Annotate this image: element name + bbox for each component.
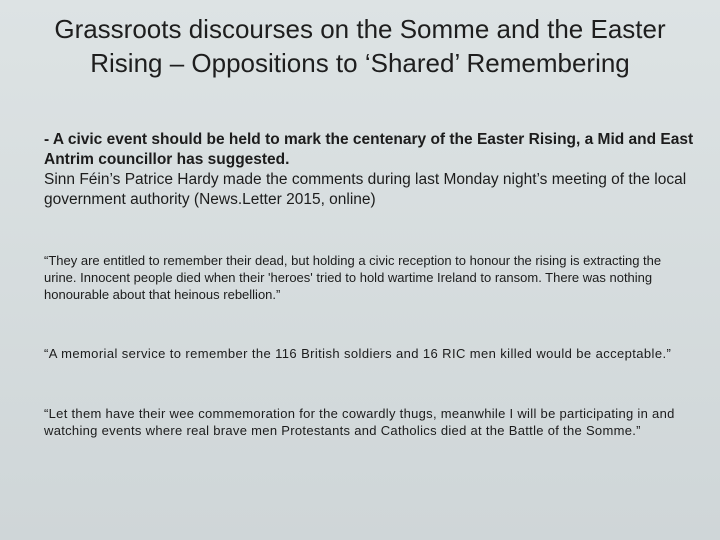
slide-title: Grassroots discourses on the Somme and the Easter Rising – Oppositions to ‘Shared’ Remembering: [54, 14, 666, 78]
quote-1: “They are entitled to remember their dead, but holding a civic reception to honour the rising is extracting the urine. Innocent people died when their 'heroes' tried to hold wartime Ireland to ransom. There was nothing honourable about that heinous rebellion.”: [44, 253, 662, 302]
quote-2: “A memorial service to remember the 116 British soldiers and 16 RIC men killed would be acceptable.”: [44, 346, 672, 361]
quote-3: “Let them have their wee commemoration for the cowardly thugs, meanwhile I will be participating in and watching events where real brave men Protestants and Catholics died at the Battle of the Somme.”: [44, 406, 675, 438]
intro-regular-text: Sinn Féin’s Patrice Hardy made the comments during last Monday night’s meeting of the local government authority (News.Letter 2015, online): [44, 171, 687, 208]
intro-bold-text: - A civic event should be held to mark the centenary of the Easter Rising, a Mid and East Antrim councillor has suggested.: [44, 131, 694, 168]
slide-body: [44, 130, 694, 438]
intro-paragraph: [44, 130, 694, 210]
